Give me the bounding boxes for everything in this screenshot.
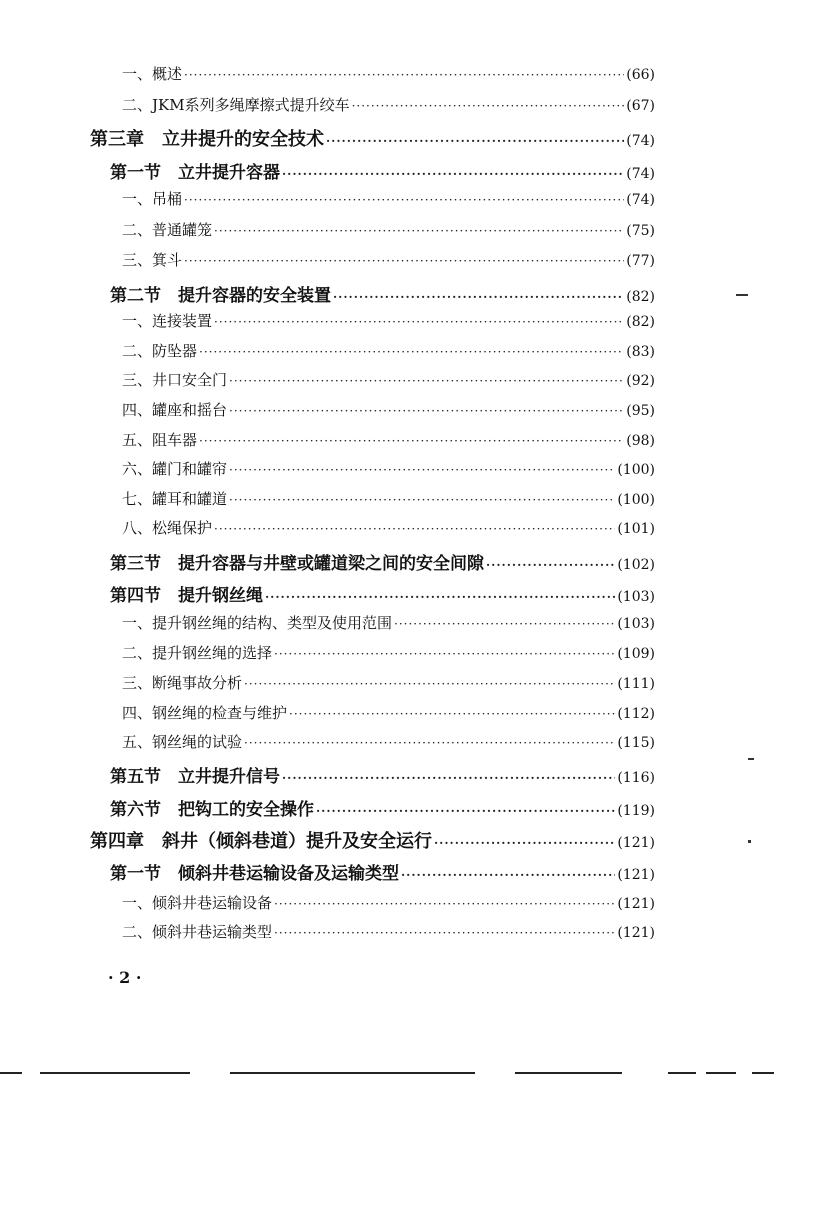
toc-entry-item xyxy=(122,488,655,509)
toc-entry-page: (92) xyxy=(626,373,655,389)
toc-entry-chapter xyxy=(90,827,655,853)
toc-entry-page: (95) xyxy=(626,403,655,419)
toc-leader-dots xyxy=(199,434,624,448)
toc-leader-dots xyxy=(333,290,624,304)
toc-leader-dots xyxy=(326,134,624,148)
toc-entry-page: (103) xyxy=(617,616,655,632)
toc-entry-title: 五、钢丝绳的试验 xyxy=(122,733,243,751)
toc-entry-title: 第一节 立井提升容器 xyxy=(110,163,280,183)
toc-entry-title: 一、倾斜井巷运输设备 xyxy=(122,894,273,912)
toc-leader-dots xyxy=(184,193,624,207)
toc-entry-item xyxy=(122,458,655,479)
toc-entry-page: (74) xyxy=(626,133,655,149)
scan-artifact-line xyxy=(40,1072,190,1074)
toc-entry-title: 二、防坠器 xyxy=(122,342,198,360)
toc-entry-item xyxy=(122,188,655,209)
toc-entry-page: (101) xyxy=(617,521,655,537)
toc-entry-title: 第一节 倾斜井巷运输设备及运输类型 xyxy=(110,864,399,884)
toc-entry-section xyxy=(110,281,655,306)
toc-entry-page: (121) xyxy=(617,896,655,912)
toc-entry-item xyxy=(122,642,655,663)
toc-entry-title: 第六节 把钩工的安全操作 xyxy=(110,800,314,820)
toc-entry-item xyxy=(122,249,655,270)
toc-entry-title: 一、连接装置 xyxy=(122,312,213,330)
toc-entry-item xyxy=(122,94,655,115)
toc-entry-page: (67) xyxy=(626,98,655,114)
toc-entry-section xyxy=(110,158,655,183)
toc-entry-page: (77) xyxy=(626,253,655,269)
toc-leader-dots xyxy=(289,707,615,721)
toc-entry-title: 第二节 提升容器的安全装置 xyxy=(110,286,331,306)
toc-entry-item xyxy=(122,612,655,633)
toc-entry-page: (75) xyxy=(626,223,655,239)
toc-entry-title: 二、JKM系列多绳摩擦式提升绞车 xyxy=(122,96,350,114)
toc-entry-section xyxy=(110,581,655,606)
scan-artifact-line xyxy=(752,1072,774,1074)
toc-entry-page: (115) xyxy=(617,735,655,751)
toc-leader-dots xyxy=(352,99,625,113)
toc-entry-title: 四、罐座和摇台 xyxy=(122,401,228,419)
toc-entry-title: 第五节 立井提升信号 xyxy=(110,767,280,787)
toc-leader-dots xyxy=(434,836,615,850)
toc-entry-page: (74) xyxy=(626,166,655,182)
toc-leader-dots xyxy=(229,493,615,507)
toc-entry-page: (121) xyxy=(617,867,655,883)
scan-artifact-speck xyxy=(748,840,751,843)
toc-entry-item xyxy=(122,63,655,84)
toc-entry-item xyxy=(122,340,655,361)
toc-entry-title: 二、提升钢丝绳的选择 xyxy=(122,644,273,662)
toc-entry-title: 七、罐耳和罐道 xyxy=(122,490,228,508)
toc-entry-section xyxy=(110,859,655,884)
toc-entry-item xyxy=(122,310,655,331)
toc-entry-section xyxy=(110,762,655,787)
toc-entry-title: 第四章 斜井（倾斜巷道）提升及安全运行 xyxy=(90,831,432,852)
toc-entry-chapter xyxy=(90,125,655,151)
toc-entry-page: (112) xyxy=(617,706,655,722)
toc-entry-title: 第三章 立井提升的安全技术 xyxy=(90,129,324,150)
toc-leader-dots xyxy=(199,345,624,359)
toc-leader-dots xyxy=(244,677,615,691)
toc-entry-page: (66) xyxy=(626,67,655,83)
toc-entry-page: (83) xyxy=(626,344,655,360)
toc-entry-title: 第三节 提升容器与井壁或罐道梁之间的安全间隙 xyxy=(110,554,484,574)
toc-entry-title: 三、箕斗 xyxy=(122,251,183,269)
toc-entry-item xyxy=(122,429,655,450)
toc-entry-section xyxy=(110,795,655,820)
toc-leader-dots xyxy=(214,315,624,329)
toc-entry-page: (103) xyxy=(617,589,655,605)
toc-entry-page: (74) xyxy=(626,192,655,208)
toc-entry-title: 一、概述 xyxy=(122,65,183,83)
toc-entry-item xyxy=(122,517,655,538)
toc-leader-dots xyxy=(282,167,624,181)
toc-entry-title: 五、阻车器 xyxy=(122,431,198,449)
toc-entry-item xyxy=(122,369,655,390)
toc-entry-item xyxy=(122,892,655,913)
toc-entry-page: (121) xyxy=(617,835,655,851)
toc-entry-item xyxy=(122,702,655,723)
scan-artifact-line xyxy=(706,1072,736,1074)
toc-entry-page: (109) xyxy=(617,646,655,662)
toc-entry-item xyxy=(122,921,655,942)
toc-entry-page: (100) xyxy=(617,492,655,508)
scan-artifact-line xyxy=(668,1072,696,1074)
toc-leader-dots xyxy=(229,404,624,418)
toc-leader-dots xyxy=(229,374,624,388)
scan-artifact-line xyxy=(515,1072,622,1074)
toc-entry-page: (119) xyxy=(617,803,655,819)
scan-artifact-line xyxy=(230,1072,475,1074)
page-number: · 2 · xyxy=(108,968,142,987)
toc-entry-title: 六、罐门和罐帘 xyxy=(122,460,228,478)
toc-entry-page: (100) xyxy=(617,462,655,478)
toc-entry-item xyxy=(122,731,655,752)
toc-entry-title: 第四节 提升钢丝绳 xyxy=(110,586,263,606)
toc-leader-dots xyxy=(184,68,624,82)
toc-leader-dots xyxy=(401,868,615,882)
toc-leader-dots xyxy=(214,224,624,238)
toc-leader-dots xyxy=(274,897,615,911)
toc-entry-title: 一、提升钢丝绳的结构、类型及使用范围 xyxy=(122,614,393,632)
toc-entry-item xyxy=(122,672,655,693)
toc-entry-title: 八、松绳保护 xyxy=(122,519,213,537)
scan-artifact-line xyxy=(0,1072,22,1074)
toc-entry-item xyxy=(122,399,655,420)
toc-leader-dots xyxy=(265,590,615,604)
toc-entry-title: 一、吊桶 xyxy=(122,190,183,208)
toc-leader-dots xyxy=(316,804,615,818)
toc-entry-page: (82) xyxy=(626,289,655,305)
toc-entry-page: (121) xyxy=(617,925,655,941)
scan-artifact-speck xyxy=(748,758,754,760)
toc-entry-page: (102) xyxy=(617,557,655,573)
toc-entry-title: 二、普通罐笼 xyxy=(122,221,213,239)
toc-entry-title: 二、倾斜井巷运输类型 xyxy=(122,923,273,941)
toc-entry-title: 三、井口安全门 xyxy=(122,371,228,389)
toc-leader-dots xyxy=(274,926,615,940)
toc-leader-dots xyxy=(214,522,615,536)
toc-leader-dots xyxy=(244,736,615,750)
toc-leader-dots xyxy=(274,647,615,661)
toc-entry-title: 四、钢丝绳的检查与维护 xyxy=(122,704,288,722)
toc-leader-dots xyxy=(394,617,615,631)
scan-artifact-speck xyxy=(736,294,748,296)
toc-entry-page: (98) xyxy=(626,433,655,449)
toc-entry-title: 三、断绳事故分析 xyxy=(122,674,243,692)
toc-leader-dots xyxy=(282,771,615,785)
toc-leader-dots xyxy=(486,558,615,572)
toc-entry-page: (82) xyxy=(626,314,655,330)
toc-entry-page: (116) xyxy=(617,770,655,786)
toc-leader-dots xyxy=(229,463,615,477)
toc-leader-dots xyxy=(184,254,624,268)
toc-entry-item xyxy=(122,219,655,240)
toc-entry-page: (111) xyxy=(617,676,655,692)
toc-entry-section xyxy=(110,549,655,574)
